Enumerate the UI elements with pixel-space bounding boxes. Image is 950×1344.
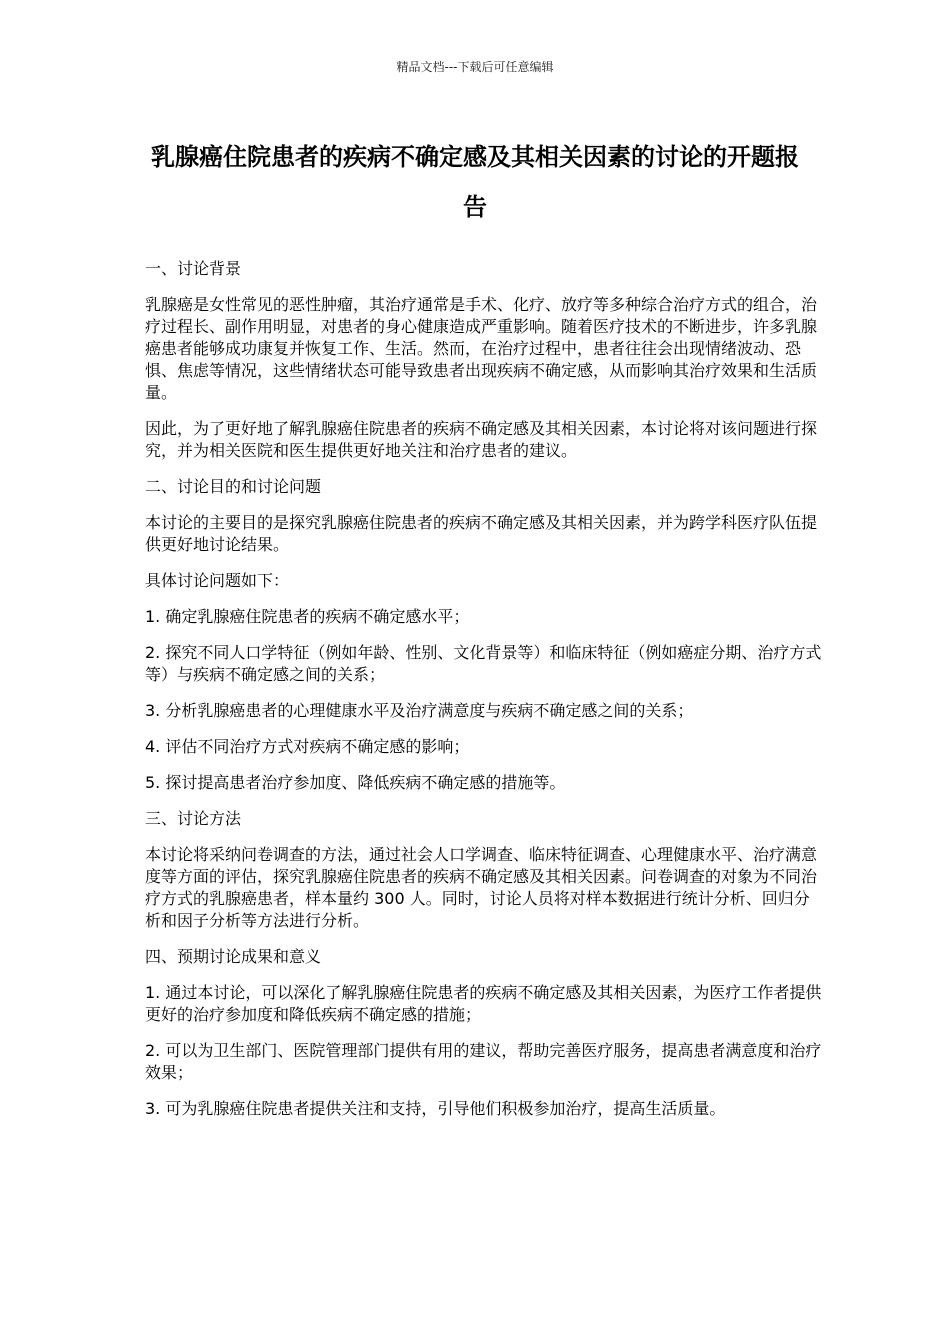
paragraph: 因此，为了更好地了解乳腺癌住院患者的疾病不确定感及其相关因素，本讨论将对该问题进行探究，并为相关医院和医生提供更好地关注和治疗患者的建议。: [145, 419, 818, 460]
list-item: 2. 探究不同人口学特征（例如年龄、性别、文化背景等）和临床特征（例如癌症分期、治疗方式等）与疾病不确定感之间的关系；: [145, 643, 822, 684]
list-item: 1. 通过本讨论，可以深化了解乳腺癌住院患者的疾病不确定感及其相关因素，为医疗工作者提供更好的治疗参加度和降低疾病不确定感的措施；: [145, 983, 822, 1024]
paragraph: 本讨论的主要目的是探究乳腺癌住院患者的疾病不确定感及其相关因素，并为跨学科医疗队伍提供更好地讨论结果。: [145, 513, 818, 554]
list-item: 3. 可为乳腺癌住院患者提供关注和支持，引导他们积极参加治疗，提高生活质量。: [145, 1099, 726, 1118]
list-item: 1. 确定乳腺癌住院患者的疾病不确定感水平；: [145, 607, 470, 626]
paragraph: 乳腺癌是女性常见的恶性肿瘤，其治疗通常是手术、化疗、放疗等多种综合治疗方式的组合，治疗过程长、副作用明显，对患者的身心健康造成严重影响。随着医疗技术的不断进步，许多乳腺癌患者能够成功康复并恢复工作、生活。然而，在治疗过程中，患者往往会出现情绪波动、恐惧、焦虑等情况，这些情绪状态可能导致患者出现疾病不确定感，从而影响其治疗效果和生活质量。: [145, 295, 818, 402]
section-heading-purpose: 二、讨论目的和讨论问题: [145, 477, 322, 496]
document-title: 乳腺癌住院患者的疾病不确定感及其相关因素的讨论的开题报告: [151, 143, 799, 221]
list-item: 2. 可以为卫生部门、医院管理部门提供有用的建议，帮助完善医疗服务，提高患者满意度和治疗效果；: [145, 1041, 822, 1082]
list-item: 4. 评估不同治疗方式对疾病不确定感的影响；: [145, 737, 470, 756]
paragraph: 本讨论将采纳问卷调查的方法，通过社会人口学调查、临床特征调查、心理健康水平、治疗满意度等方面的评估，探究乳腺癌住院患者的疾病不确定感及其相关因素。问卷调查的对象为不同治疗方式的乳腺癌患者，样本量约 300 人。同时，讨论人员将对样本数据进行统计分析、回归分析和因子分析等方法进行分析。: [145, 845, 818, 930]
document-body: [145, 258, 825, 1134]
section-heading-method: 三、讨论方法: [145, 809, 242, 828]
list-item: 5. 探讨提高患者治疗参加度、降低疾病不确定感的措施等。: [145, 773, 566, 792]
section-heading-background: 一、讨论背景: [145, 259, 242, 278]
list-item: 3. 分析乳腺癌患者的心理健康水平及治疗满意度与疾病不确定感之间的关系；: [145, 701, 694, 720]
section-heading-outcome: 四、预期讨论成果和意义: [145, 947, 322, 966]
paragraph: 具体讨论问题如下：: [145, 571, 290, 590]
header-note: 精品文档---下载后可任意编辑: [396, 60, 554, 74]
